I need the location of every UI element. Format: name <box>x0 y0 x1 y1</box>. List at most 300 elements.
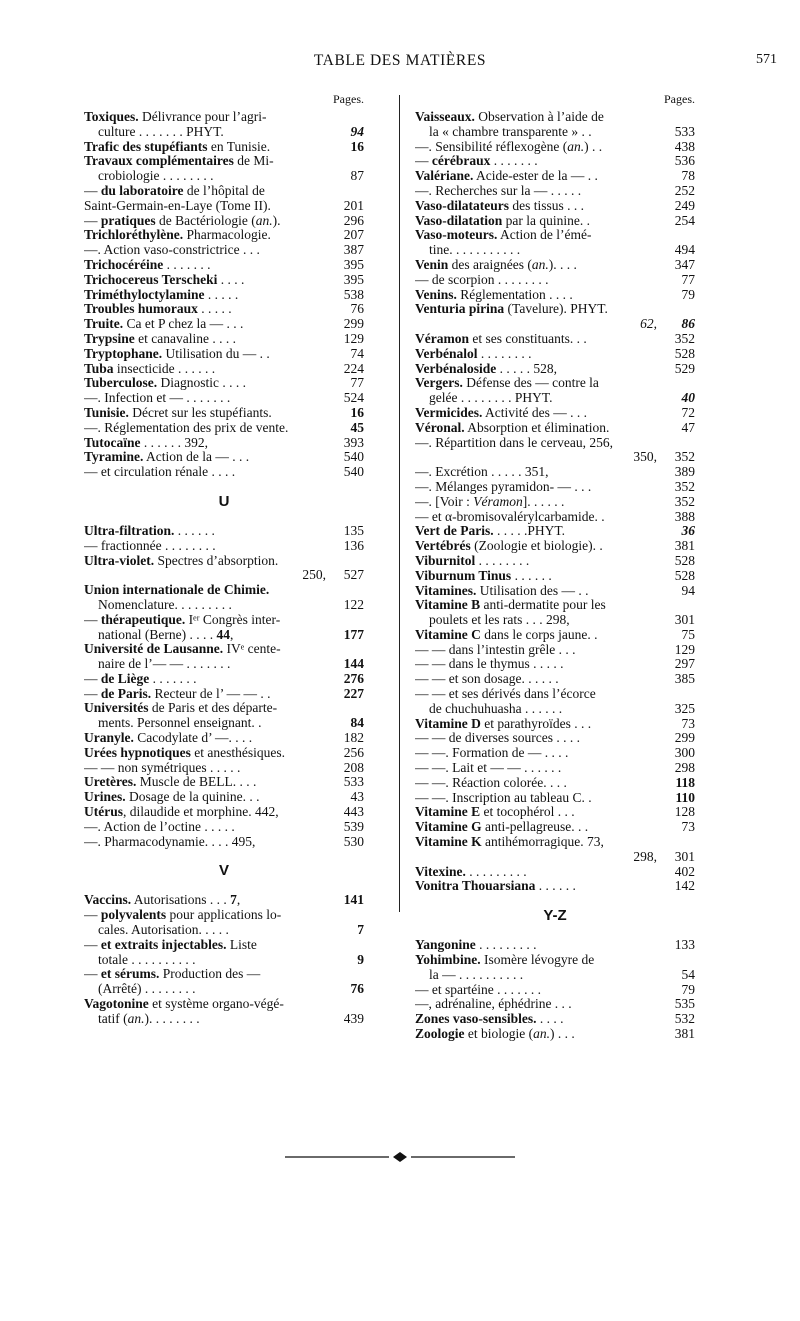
entry-text: Tuba insecticide . . . . . . <box>84 361 216 376</box>
entry-text: Trafic des stupéfiants en Tunisie. <box>84 139 271 154</box>
entry-line <box>415 731 695 746</box>
index-entry <box>84 524 364 539</box>
entry-line <box>84 687 364 702</box>
index-entry <box>84 701 364 731</box>
index-entry <box>415 584 695 599</box>
index-entry <box>415 598 695 628</box>
entry-text: culture . . . . . . . PHYT. <box>98 124 224 139</box>
entry-line <box>415 1012 695 1027</box>
index-entry <box>84 613 364 643</box>
entry-text: — pratiques de Bactériologie (an.). <box>84 213 281 228</box>
entry-text: Tuberculose. Diagnostic . . . . <box>84 376 247 391</box>
entry-text: Vitamine E et tocophérol . . . <box>415 805 575 820</box>
index-entry <box>415 184 695 199</box>
page-reference: 352 <box>674 330 695 346</box>
entry-text: Trichocéréine . . . . . . . <box>84 257 211 272</box>
page-reference: 73 <box>681 819 695 835</box>
index-entry <box>415 421 695 436</box>
entry-text: Nomenclature. . . . . . . . . <box>98 597 232 612</box>
entry-text: 62, <box>640 317 657 332</box>
index-entry <box>415 938 695 953</box>
index-entry <box>415 436 695 466</box>
index-entry <box>84 228 364 243</box>
entry-text: Venin des araignées (an.). . . . <box>415 257 577 272</box>
entry-line <box>84 406 364 421</box>
page-reference: 74 <box>350 345 364 361</box>
entry-text: — — et ses dérivés dans l’écorce <box>415 687 596 702</box>
index-entry <box>415 805 695 820</box>
index-entry <box>415 791 695 806</box>
entry-text: Toxiques. Délivrance pour l’agri- <box>84 110 267 124</box>
entry-text: — de scorpion . . . . . . . . <box>415 272 549 287</box>
entry-text: Urées hypnotiques et anesthésiques. <box>84 745 285 760</box>
page-reference: 532 <box>674 1011 695 1027</box>
entry-text: — et spartéine . . . . . . . <box>415 982 541 997</box>
entry-line <box>415 997 695 1012</box>
entry-line <box>415 347 695 362</box>
page-reference: 129 <box>343 330 364 346</box>
page-reference: 540 <box>343 464 364 480</box>
page-reference: 40 <box>681 390 695 406</box>
index-entry <box>415 110 695 140</box>
page-reference: 141 <box>343 892 364 908</box>
index-entry <box>415 376 695 406</box>
index-entry <box>415 554 695 569</box>
index-entry <box>415 228 695 258</box>
page-reference: 533 <box>674 123 695 139</box>
entry-text: — du laboratoire de l’hôpital de <box>84 183 265 198</box>
entry-text: —. Excrétion . . . . . 351, <box>415 465 549 480</box>
page-reference: 144 <box>343 656 364 672</box>
entry-line <box>415 835 695 850</box>
entry-line <box>415 391 695 406</box>
entry-line <box>84 835 364 850</box>
index-entry <box>84 938 364 968</box>
ornament-divider <box>285 1151 515 1163</box>
index-entry <box>84 908 364 938</box>
page-reference: 524 <box>343 390 364 406</box>
entry-text: — polyvalents pour applications lo- <box>84 908 282 923</box>
page-reference: 182 <box>343 730 364 746</box>
index-entry <box>415 643 695 658</box>
index-entry <box>415 288 695 303</box>
entry-text: Verbénaloside . . . . . 528, <box>415 361 558 376</box>
entry-text: Vagotonine et système organo-végé- <box>84 997 284 1012</box>
entry-line <box>84 923 364 938</box>
entry-line <box>84 701 364 716</box>
entry-line <box>84 184 364 199</box>
entry-text: Universités de Paris et des départe- <box>84 701 278 716</box>
index-entry <box>84 184 364 214</box>
page-reference: 325 <box>674 700 695 716</box>
entry-text: — cérébraux . . . . . . . <box>415 154 538 169</box>
entry-text: Trypsine et canavaline . . . . <box>84 331 236 346</box>
entry-line <box>84 199 364 214</box>
index-entry <box>415 628 695 643</box>
index-entry <box>84 317 364 332</box>
page-reference: 110 <box>675 789 695 805</box>
entry-text: Tutocaïne . . . . . . 392, <box>84 435 209 450</box>
entry-line <box>84 436 364 451</box>
pages-label: Pages. <box>333 92 364 106</box>
entry-line <box>415 362 695 377</box>
entry-text: — —. Inscription au tableau C. . <box>415 790 592 805</box>
page-title: TABLE DES MATIÈRES <box>313 52 487 69</box>
page-reference: 201 <box>343 197 364 213</box>
right-column <box>415 88 695 1042</box>
entry-text: Trichocereus Terscheki . . . . <box>84 272 245 287</box>
index-entry <box>84 746 364 761</box>
page-reference: 133 <box>674 937 695 953</box>
index-entry <box>415 879 695 894</box>
entry-text: Urines. Dosage de la quinine. . . <box>84 790 260 805</box>
entry-text: Véronal. Absorption et élimination. <box>415 420 610 435</box>
entry-text: Tyramine. Action de la — . . . <box>84 450 250 465</box>
index-entry <box>415 524 695 539</box>
entry-line <box>415 598 695 613</box>
entry-line <box>84 761 364 776</box>
entry-line <box>415 584 695 599</box>
page-reference: 301 <box>674 848 695 864</box>
page-reference: 297 <box>674 656 695 672</box>
entry-text: —. Répartition dans le cerveau, 256, <box>415 435 613 450</box>
entry-text: Vert de Paris. . . . . .PHYT. <box>415 524 565 539</box>
entry-line <box>84 421 364 436</box>
entry-line <box>415 154 695 169</box>
entry-text: Utérus, dilaudide et morphine. 442, <box>84 805 279 820</box>
index-entry <box>415 569 695 584</box>
index-entry <box>84 362 364 377</box>
index-entry <box>84 140 364 155</box>
page-reference: 347 <box>674 256 695 272</box>
entry-line <box>84 524 364 539</box>
entry-text: Vitamine B anti-dermatite pour les <box>415 598 606 613</box>
page-reference: 118 <box>675 774 695 790</box>
page-reference: 395 <box>343 256 364 272</box>
index-entry <box>415 983 695 998</box>
entry-text: — et sérums. Production des — <box>84 967 261 982</box>
index-entry <box>415 687 695 717</box>
entry-text: la « chambre transparente » . . <box>429 124 592 139</box>
page-reference: 352 <box>674 493 695 509</box>
entry-text: 298, <box>633 849 657 864</box>
entry-text: tatif (an.). . . . . . . . <box>98 1011 200 1026</box>
page-reference: 128 <box>674 804 695 820</box>
entry-text: Vaso-dilatateurs des tissus . . . <box>415 198 585 213</box>
entry-text: Valériane. Acide-ester de la — . . <box>415 169 598 184</box>
page-reference: 381 <box>674 538 695 554</box>
entry-line <box>84 982 364 997</box>
entry-line <box>415 228 695 243</box>
entry-line <box>415 687 695 702</box>
section-letter: V <box>218 862 229 880</box>
entry-line <box>84 642 364 657</box>
page-reference: 256 <box>343 744 364 760</box>
index-entry <box>415 672 695 687</box>
index-entry <box>84 406 364 421</box>
page-reference: 276 <box>343 670 364 686</box>
entry-line <box>84 347 364 362</box>
entry-text: — de Liège . . . . . . . <box>84 671 197 686</box>
index-entry <box>415 302 695 332</box>
entry-text: Uretères. Muscle de BELL. . . . <box>84 775 257 790</box>
page-reference: 385 <box>674 671 695 687</box>
page-reference: 387 <box>343 242 364 258</box>
page-reference: 78 <box>681 168 695 184</box>
page-reference: 43 <box>350 789 364 805</box>
entry-line <box>84 214 364 229</box>
page-reference: 381 <box>674 1026 695 1042</box>
entry-line <box>84 376 364 391</box>
index-entry <box>84 539 364 554</box>
entry-line <box>415 273 695 288</box>
entry-line <box>84 657 364 672</box>
entry-line <box>84 169 364 184</box>
index-entry <box>415 406 695 421</box>
index-entry <box>84 243 364 258</box>
page-reference: 389 <box>674 464 695 480</box>
index-entry <box>415 480 695 495</box>
entry-line <box>84 746 364 761</box>
entry-text: la — . . . . . . . . . . <box>429 967 524 982</box>
entry-line <box>415 376 695 391</box>
entry-line <box>415 288 695 303</box>
index-entry <box>84 288 364 303</box>
entry-text: Union internationale de Chimie. <box>84 583 270 598</box>
page-reference: 224 <box>343 360 364 376</box>
page-reference: 530 <box>343 833 364 849</box>
index-entry <box>84 805 364 820</box>
entry-text: Tunisie. Décret sur les stupéfiants. <box>84 405 272 420</box>
entry-line <box>415 865 695 880</box>
entry-text: —. Mélanges pyramidon- — . . . <box>415 479 592 494</box>
index-entry <box>84 214 364 229</box>
entry-text: Trichloréthylène. Pharmacologie. <box>84 228 271 243</box>
entry-text: Ultra-violet. Spectres d’absorption. <box>84 553 279 568</box>
entry-text: —, adrénaline, éphédrine . . . <box>415 997 572 1012</box>
page-reference: 76 <box>350 981 364 997</box>
entry-text: Véramon et ses constituants. . . <box>415 331 587 346</box>
page-reference: 249 <box>674 197 695 213</box>
index-entry <box>415 140 695 155</box>
entry-line <box>415 820 695 835</box>
entry-text: Vermicides. Activité des — . . . <box>415 405 587 420</box>
index-entry <box>84 687 364 702</box>
entry-line <box>84 583 364 598</box>
page-reference: 122 <box>343 596 364 612</box>
entry-line <box>84 938 364 953</box>
entry-text: (Arrêté) . . . . . . . . <box>98 982 196 997</box>
entry-line <box>415 406 695 421</box>
entry-line <box>415 450 695 465</box>
page-reference: 352 <box>674 449 695 465</box>
page-reference: 45 <box>350 419 364 435</box>
entry-line <box>84 154 364 169</box>
page-reference: 395 <box>343 271 364 287</box>
entry-text: national (Berne) . . . . 44, <box>98 627 234 642</box>
entry-line <box>415 879 695 894</box>
entry-line <box>415 850 695 865</box>
entry-line <box>415 643 695 658</box>
entry-text: —. Réglementation des prix de vente. <box>84 420 289 435</box>
entry-text: Vitamines. Utilisation des — . . <box>415 583 589 598</box>
entry-line <box>415 243 695 258</box>
entry-line <box>84 598 364 613</box>
page-reference: 94 <box>350 123 364 139</box>
index-entry <box>415 362 695 377</box>
entry-line <box>415 539 695 554</box>
entry-line <box>415 983 695 998</box>
entry-line <box>415 791 695 806</box>
index-entry <box>84 554 364 584</box>
entry-line <box>415 169 695 184</box>
entry-line <box>415 214 695 229</box>
entry-text: —. Action vaso-constrictrice . . . <box>84 243 260 258</box>
index-entry <box>415 539 695 554</box>
entry-line <box>415 421 695 436</box>
page-reference: 352 <box>674 478 695 494</box>
entry-line <box>415 938 695 953</box>
index-entry <box>415 495 695 510</box>
page-reference: 72 <box>681 404 695 420</box>
page-header <box>0 52 800 76</box>
index-entry <box>84 347 364 362</box>
index-entry <box>415 776 695 791</box>
entry-text: — — dans l’intestin grêle . . . <box>415 642 576 657</box>
entry-line <box>415 717 695 732</box>
entry-text: — —. Formation de — . . . . <box>415 746 569 761</box>
index-entry <box>84 154 364 184</box>
entry-text: Saint-Germain-en-Laye (Tome II). <box>84 198 271 213</box>
page-reference: 77 <box>681 271 695 287</box>
entry-line <box>84 953 364 968</box>
entry-line <box>415 199 695 214</box>
entry-line <box>84 672 364 687</box>
entry-line <box>415 510 695 525</box>
entry-line <box>415 125 695 140</box>
index-entry <box>415 510 695 525</box>
page-reference: 36 <box>681 523 695 539</box>
entry-line <box>415 332 695 347</box>
page-reference: 16 <box>350 138 364 154</box>
entry-line <box>415 672 695 687</box>
index-entry <box>415 865 695 880</box>
page-reference: 9 <box>357 951 364 967</box>
page-reference: 298 <box>674 760 695 776</box>
index-entry <box>415 657 695 672</box>
entry-line <box>84 716 364 731</box>
entry-line <box>415 702 695 717</box>
entry-text: — — non symétriques . . . . . <box>84 760 241 775</box>
index-entry <box>84 893 364 908</box>
entry-text: —. Recherches sur la — . . . . . <box>415 183 582 198</box>
page-reference: 494 <box>674 242 695 258</box>
index-entry <box>415 332 695 347</box>
entry-text: tine. . . . . . . . . . . <box>429 243 521 258</box>
index-entry <box>415 746 695 761</box>
entry-text: 250, <box>302 568 326 583</box>
index-entry <box>84 997 364 1027</box>
page-reference: 533 <box>343 774 364 790</box>
entry-text: cales. Autorisation. . . . . <box>98 923 229 938</box>
entry-line <box>84 450 364 465</box>
page-reference: 296 <box>343 212 364 228</box>
page-reference: 402 <box>674 863 695 879</box>
entry-line <box>84 628 364 643</box>
entry-line <box>84 805 364 820</box>
entry-text: Vaisseaux. Observation à l’aide de <box>415 110 604 124</box>
entry-line <box>415 436 695 451</box>
page-reference: 77 <box>350 375 364 391</box>
entry-line <box>415 805 695 820</box>
index-entry <box>415 1027 695 1042</box>
page-reference: 438 <box>674 138 695 154</box>
page-reference: 94 <box>681 582 695 598</box>
page-reference: 16 <box>350 404 364 420</box>
page-reference: 135 <box>343 522 364 538</box>
page-reference: 84 <box>350 715 364 731</box>
index-entry <box>84 672 364 687</box>
index-entry <box>84 761 364 776</box>
index-entry <box>415 465 695 480</box>
entry-text: Viburnitol . . . . . . . . <box>415 553 530 568</box>
index-entry <box>415 169 695 184</box>
entry-text: Yohimbine. Isomère lévogyre de <box>415 953 595 968</box>
entry-line <box>84 125 364 140</box>
index-entry <box>415 273 695 288</box>
entry-line <box>84 775 364 790</box>
entry-text: Vitexine. . . . . . . . . . <box>415 864 527 879</box>
entry-line <box>84 362 364 377</box>
index-entry <box>84 820 364 835</box>
page-reference: 208 <box>343 759 364 775</box>
page-reference: 76 <box>350 301 364 317</box>
entry-line <box>84 539 364 554</box>
entry-text: Vertébrés (Zoologie et biologie). . <box>415 539 603 554</box>
entry-text: —. Action de l’octine . . . . . <box>84 819 235 834</box>
entry-line <box>84 332 364 347</box>
entry-text: — et extraits injectables. Liste <box>84 937 257 952</box>
entry-text: gelée . . . . . . . . PHYT. <box>429 391 553 406</box>
entry-text: Vaso-dilatation par la quinine. . <box>415 213 591 228</box>
entry-text: Verbénalol . . . . . . . . <box>415 346 532 361</box>
entry-line <box>415 258 695 273</box>
index-entry <box>415 820 695 835</box>
entry-line <box>84 140 364 155</box>
page-reference: 54 <box>681 966 695 982</box>
entry-line <box>415 953 695 968</box>
index-entry <box>84 583 364 613</box>
entry-text: totale . . . . . . . . . . <box>98 952 196 967</box>
page-reference: 254 <box>674 212 695 228</box>
index-entry <box>84 273 364 288</box>
page-reference: 227 <box>343 685 364 701</box>
page-reference: 136 <box>343 537 364 553</box>
entry-text: Ultra-filtration. . . . . . . <box>84 523 215 538</box>
entry-line <box>84 613 364 628</box>
page-reference: 79 <box>681 981 695 997</box>
entry-text: Yangonine . . . . . . . . . <box>415 938 537 953</box>
index-entry <box>84 436 364 451</box>
entry-text: Venturia pirina (Tavelure). PHYT. <box>415 302 608 317</box>
page-reference: 538 <box>343 286 364 302</box>
entry-text: Vitamine K antihémorragique. 73, <box>415 835 604 850</box>
index-entry <box>84 790 364 805</box>
entry-line <box>415 465 695 480</box>
page-number: 571 <box>756 52 777 67</box>
entry-text: Vitamine C dans le corps jaune. . <box>415 627 598 642</box>
entry-line <box>415 628 695 643</box>
